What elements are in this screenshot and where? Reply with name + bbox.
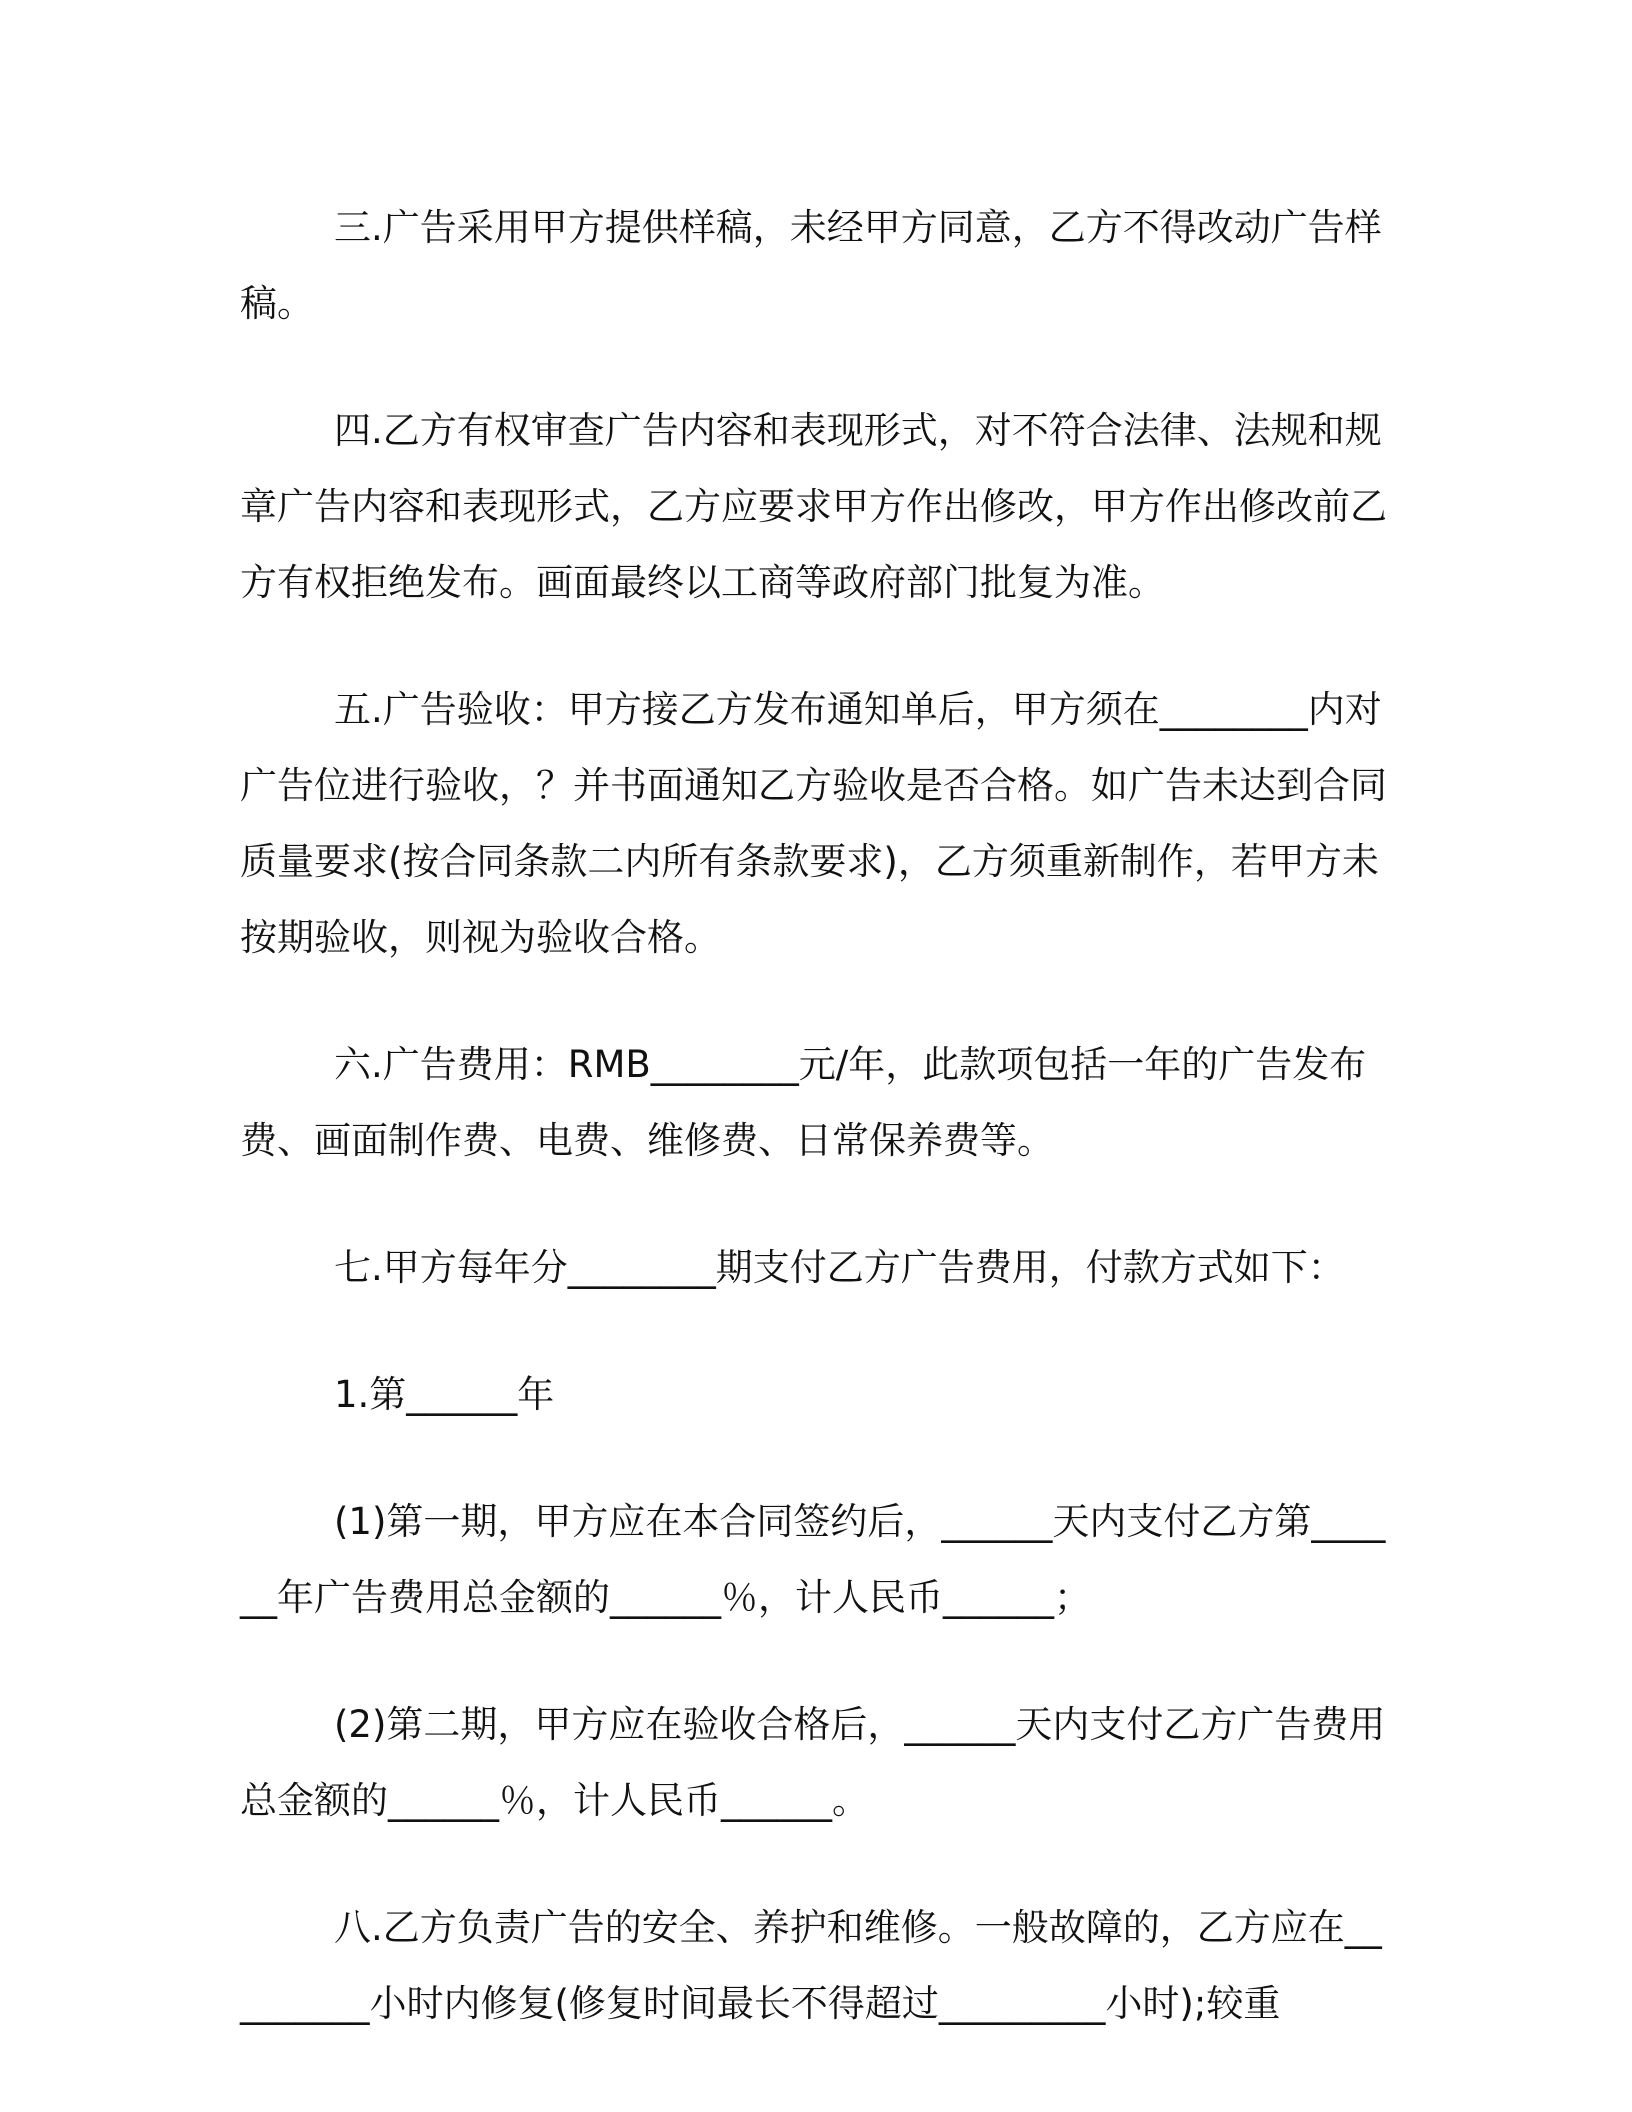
clause-7-year: 1.第______年 bbox=[334, 1373, 555, 1416]
contract-body bbox=[240, 190, 1390, 2093]
clause-7-phase-1: (1)第一期，甲方应在本合同签约后，______天内支付乙方第______年广告费用总金额的______％，计人民币______； bbox=[240, 1500, 1386, 1619]
clause-3: 三.广告采用甲方提供样稿，未经甲方同意，乙方不得改动广告样稿。 bbox=[240, 206, 1382, 325]
clause-6: 六.广告费用：RMB________元/年，此款项包括一年的广告发布费、画面制作费、电费、维修费、日常保养费等。 bbox=[240, 1043, 1367, 1162]
clause-4: 四.乙方有权审查广告内容和表现形式，对不符合法律、法规和规章广告内容和表现形式，乙方应要求甲方作出修改，甲方作出修改前乙方有权拒绝发布。画面最终以工商等政府部门批复为准。 bbox=[240, 409, 1387, 604]
clause-5: 五.广告验收：甲方接乙方发布通知单后，甲方须在________内对广告位进行验收，？并书面通知乙方验收是否合格。如广告未达到合同质量要求(按合同条款二内所有条款要求)，乙方须重新制作，若甲方未按期验收，则视为验收合格。 bbox=[240, 688, 1387, 959]
clause-7: 七.甲方每年分________期支付乙方广告费用，付款方式如下： bbox=[334, 1246, 1345, 1289]
clause-8: 八.乙方负责广告的安全、养护和维修。一般故障的，乙方应在_________小时内修复(修复时间最长不得超过_________小时);较重 bbox=[240, 1906, 1382, 2025]
clause-7-phase-2: (2)第二期，甲方应在验收合格后，______天内支付乙方广告费用总金额的______％，计人民币______。 bbox=[240, 1703, 1386, 1822]
